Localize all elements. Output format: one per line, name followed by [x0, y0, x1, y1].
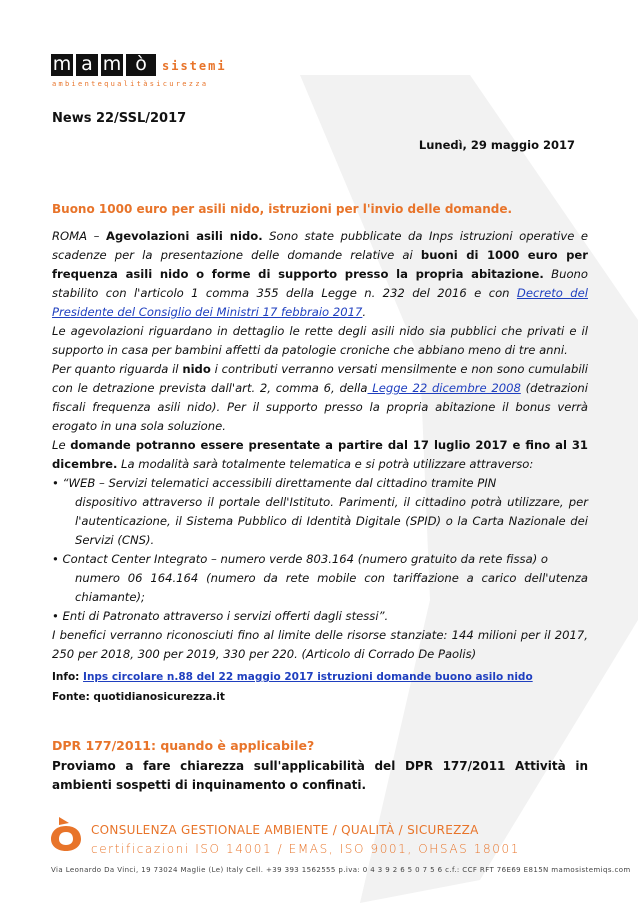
- law-link[interactable]: Legge 22 dicembre 2008: [367, 381, 521, 395]
- paragraph: I benefici verranno riconosciuti fino al limite delle risorse stanziate: 144 milioni per il 2017, 250 per 2018, 300 per 2019, 330 per 220. (Articolo di Corrado De Paolis): [52, 628, 588, 661]
- decree-link[interactable]: Decreto del Presidente del Consiglio dei Ministri 17 febbraio 2017: [52, 286, 588, 319]
- list-item: • “WEB – Servizi telematici accessibili direttamente dal cittadino tramite PIN: [52, 476, 497, 490]
- article-body: [52, 200, 588, 706]
- bullet-icon: •: [52, 609, 63, 623]
- article-title: Buono 1000 euro per asili nido, istruzioni per l'invio delle domande.: [52, 202, 513, 216]
- paragraph: Le agevolazioni riguardano in dettaglio le rette degli asili nido sia pubblici che privati e il supporto in casa per bambini affetti da patologie croniche che abbiano meno di tre anni.: [52, 324, 588, 357]
- logo-letter: ò: [126, 54, 156, 76]
- list-item-continued: dispositivo attraverso il portale dell'Istituto. Parimenti, il cittadino potrà utilizzare, per l'autenticazione, il Sistema Pubblico di Identità Digitale (SPID) o la Carta Nazionale dei Servizi (CNS).: [75, 495, 588, 547]
- logo-tagline: ambientequalitàsicurezza: [52, 80, 209, 88]
- list-item-continued: numero 06 164.164 (numero da rete mobile con tariffazione a carico dell'utenza chiamante);: [75, 571, 588, 604]
- list-item: • Contact Center Integrato – numero verde 803.164 (numero gratuito da rete fissa) o: [52, 552, 548, 566]
- source-line: Fonte: quotidianosicurezza.it: [52, 691, 225, 703]
- footer-logo-icon: [51, 817, 81, 851]
- paragraph: Proviamo a fare chiarezza sull'applicabilità del DPR 177/2011 Attività in ambienti sospetti di inquinamento o confinati.: [52, 759, 588, 792]
- paragraph: Le domande potranno essere presentate a partire dal 17 luglio 2017 e fino al 31 dicembre. La modalità sarà totalmente telematica e si potrà utilizzare attraverso:: [52, 438, 589, 471]
- info-link[interactable]: Inps circolare n.88 del 22 maggio 2017 istruzioni domande buono asilo nido: [83, 671, 533, 683]
- company-logo: [51, 54, 281, 104]
- logo-word: sistemi: [162, 59, 227, 73]
- news-id: News 22/SSL/2017: [52, 111, 187, 126]
- logo-letter: a: [76, 54, 98, 76]
- news-date: Lunedì, 29 maggio 2017: [418, 138, 575, 152]
- footer-services: CONSULENZA GESTIONALE AMBIENTE / QUALITÀ / SICUREZZA: [91, 823, 479, 837]
- bullet-icon: •: [52, 476, 63, 490]
- paragraph: Per quanto riguarda il nido i contributi verranno versati mensilmente e non sono cumulabili con le detrazione prevista dall'art. 2, comma 6, della Legge 22 dicembre 2008 (detrazioni fiscali frequenza asili nido). Per il supporto presso la propria abitazione il bonus verrà erogato in una sola soluzione.: [52, 362, 588, 433]
- paragraph: ROMA – Agevolazioni asili nido. Sono state pubblicate da Inps istruzioni operative e scadenze per la presentazione delle domande relative ai buoni di 1000 euro per frequenza asili nido o forme di supporto presso la propria abitazione. Buono stabilito con l'articolo 1 comma 355 della Legge n. 232 del 2016 e con Decreto del Presidente del Consiglio dei Ministri 17 febbraio 2017.: [52, 229, 588, 319]
- article-2: [52, 738, 588, 795]
- list-item: • Enti di Patronato attraverso i servizi offerti dagli stessi”.: [52, 609, 389, 623]
- article-title: DPR 177/2011: quando è applicabile?: [52, 738, 315, 753]
- footer-address: Via Leonardo Da Vinci, 19 73024 Maglie (Le) Italy Cell. +39 393 1562555 p.iva: 0 4 3 9 2 6 5 0 7 5 6 c.f.: CCF RFT 76E69 E815N mamosistemiqs.com: [51, 866, 631, 874]
- logo-letter: m: [52, 53, 72, 75]
- logo-letter: m: [102, 53, 122, 75]
- footer-certifications: certificazioni ISO 14001 / EMAS, ISO 9001, OHSAS 18001: [91, 842, 520, 856]
- bullet-icon: •: [52, 552, 63, 566]
- info-line: Info: Inps circolare n.88 del 22 maggio 2017 istruzioni domande buono asilo nido: [52, 671, 533, 683]
